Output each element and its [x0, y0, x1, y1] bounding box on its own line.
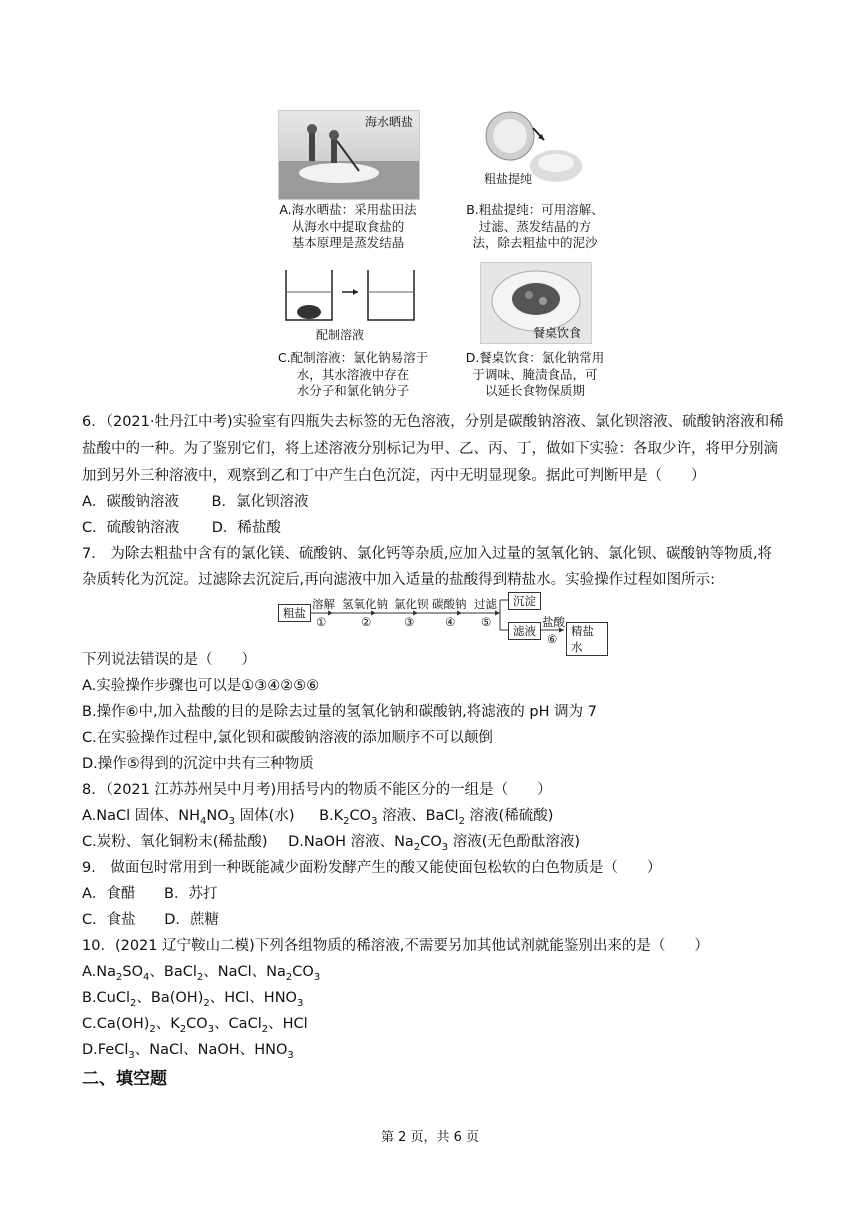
question-7-stem: 下列说法错误的是（ ）: [82, 652, 256, 668]
question-6-line: 盐酸中的一种。为了鉴别它们，将上述溶液分别标记为甲、乙、丙、丁，做如下实验：各取少许，将甲分别滴: [82, 441, 778, 457]
page-footer: 第 2 页，共 6 页: [380, 1130, 480, 1145]
option-a[interactable]: A．碳酸钠溶液: [82, 494, 179, 510]
figure-crude-salt: [478, 108, 588, 196]
option-c[interactable]: C.在实验操作过程中,氯化钡和碳酸钠溶液的添加顺序不可以颠倒: [82, 730, 493, 746]
figure-caption: D.餐桌饮食：氯化钠常用 于调味、腌渍食品，可 以延长食物保质期: [465, 350, 605, 398]
question-6-options-cd: [82, 516, 281, 537]
question-7-line: 杂质转化为沉淀。过滤除去沉淀后,再向滤液中加入适量的盐酸得到精盐水。实验操作过程如图所示:: [82, 572, 715, 588]
flow-step-number: ④: [445, 615, 456, 629]
option-d[interactable]: D.FeCl$_3$、NaCl、NaOH、$HNO_3$: [82, 1042, 294, 1061]
flow-step-label: 盐酸: [542, 615, 565, 629]
option-d[interactable]: D.NaOH 溶液、$Na_2CO_3$ 溶液(无色酚酞溶液): [288, 834, 581, 853]
question-9-stem: 9． 做面包时常用到一种既能减少面粉发酵产生的酸又能使面包松软的白色物质是（ ）: [82, 860, 662, 876]
flow-diagram: [278, 592, 608, 654]
option-b[interactable]: $B.K_2CO_3$ 溶液、BaCl$_2$ 溶液(稀硫酸): [319, 808, 554, 827]
question-8-options-cd: [82, 830, 580, 853]
figure-label: 海水晒盐: [364, 115, 413, 129]
flow-step-number: ②: [361, 615, 372, 629]
question-6-line: 加到另外三种溶液中，观察到乙和丁中产生白色沉淀，丙中无明显现象。据此可判断甲是（ ）: [82, 468, 706, 484]
figure-caption: B.粗盐提纯：可用溶解、 过滤、蒸发结晶的方 法，除去粗盐中的泥沙: [466, 202, 604, 250]
figure-sea-salt: [278, 110, 420, 200]
question-8-stem: 8．（2021 江苏苏州吴中月考)用括号内的物质不能区分的一组是（ ）: [82, 782, 552, 798]
question-6-options-ab: [82, 490, 308, 511]
flow-step-label: 碳酸钠: [432, 597, 467, 611]
figure-label: 配制溶液: [316, 328, 365, 342]
figure-label: 餐桌饮食: [532, 326, 581, 340]
question-9-options-ab: [82, 882, 217, 903]
flow-step-label: 溶解: [312, 597, 335, 611]
flow-step-number: ③: [404, 615, 415, 629]
option-a[interactable]: A.实验操作步骤也可以是①③④②⑤⑥: [82, 678, 320, 694]
flow-step-label: 氢氧化钠: [342, 597, 388, 611]
flow-step-label: 过滤: [474, 597, 497, 611]
flow-step-number: ①: [316, 615, 327, 629]
figure-caption: C.配制溶液：氯化钠易溶于 水，其水溶液中存在 水分子和氯化钠分子: [277, 350, 429, 398]
option-d[interactable]: D．蔗糖: [164, 912, 219, 928]
option-b[interactable]: B．苏打: [164, 886, 218, 902]
option-b[interactable]: B.CuCl$_2$、$Ba(OH)_2$、HCl、$HNO_3$: [82, 990, 304, 1009]
option-c[interactable]: C．硫酸钠溶液: [82, 520, 180, 536]
flow-step-label: 氯化钡: [394, 597, 429, 611]
flow-start-box: 粗盐: [278, 604, 311, 622]
flow-end-box: 精盐水: [566, 622, 608, 656]
figure-dining: [480, 262, 592, 344]
flow-filtrate-box: 滤液: [508, 622, 541, 640]
flow-step-number: ⑥: [547, 632, 558, 646]
option-a[interactable]: A．食醋: [82, 886, 136, 902]
option-c[interactable]: $C.Ca(OH)_2$、$K_2CO_3$、CaCl$_2$、HCl: [82, 1016, 308, 1035]
question-6-line: 6．（2021·牡丹江中考)实验室有四瓶失去标签的无色溶液，分别是碳酸钠溶液、氯化钡溶液、硫酸钠溶液和稀: [82, 414, 784, 430]
option-a[interactable]: A.NaCl 固体、$NH_4NO_3$ 固体(水): [82, 808, 295, 827]
question-9-options-cd: [82, 908, 219, 929]
figure-solution: [280, 262, 420, 344]
option-c[interactable]: C.炭粉、氧化铜粉末(稀盐酸): [82, 834, 268, 850]
question-10-stem: 10．(2021 辽宁鞍山二模)下列各组物质的稀溶液,不需要另加其他试剂就能鉴别出来的是（ ）: [82, 938, 709, 954]
beakers-drawing: [280, 262, 420, 326]
section-heading: 二、填空题: [82, 1069, 167, 1089]
question-7-line: 7． 为除去粗盐中含有的氯化镁、硫酸钠、氯化钙等杂质,应加入过量的氢氧化钠、氯化钡、碳酸钠等物质,将: [82, 546, 773, 562]
option-b[interactable]: B．氯化钡溶液: [211, 494, 309, 510]
question-8-options-ab: [82, 804, 553, 827]
flow-step-number: ⑤: [481, 615, 492, 629]
figure-caption: A.海水晒盐：采用盐田法 从海水中提取食盐的 基本原理是蒸发结晶: [279, 202, 417, 250]
flow-precipitate-box: 沉淀: [508, 592, 541, 610]
figure-label: 粗盐提纯: [484, 172, 533, 186]
option-b[interactable]: B.操作⑥中,加入盐酸的目的是除去过量的氢氧化钠和碳酸钠,将滤液的 pH 调为 7: [82, 704, 597, 720]
option-a[interactable]: $A.Na_2SO_4$、BaCl$_2$、NaCl、$Na_2CO_3$: [82, 964, 321, 983]
option-d[interactable]: D．稀盐酸: [211, 520, 281, 536]
option-d[interactable]: D.操作⑤得到的沉淀中共有三种物质: [82, 756, 314, 772]
option-c[interactable]: C．食盐: [82, 912, 136, 928]
